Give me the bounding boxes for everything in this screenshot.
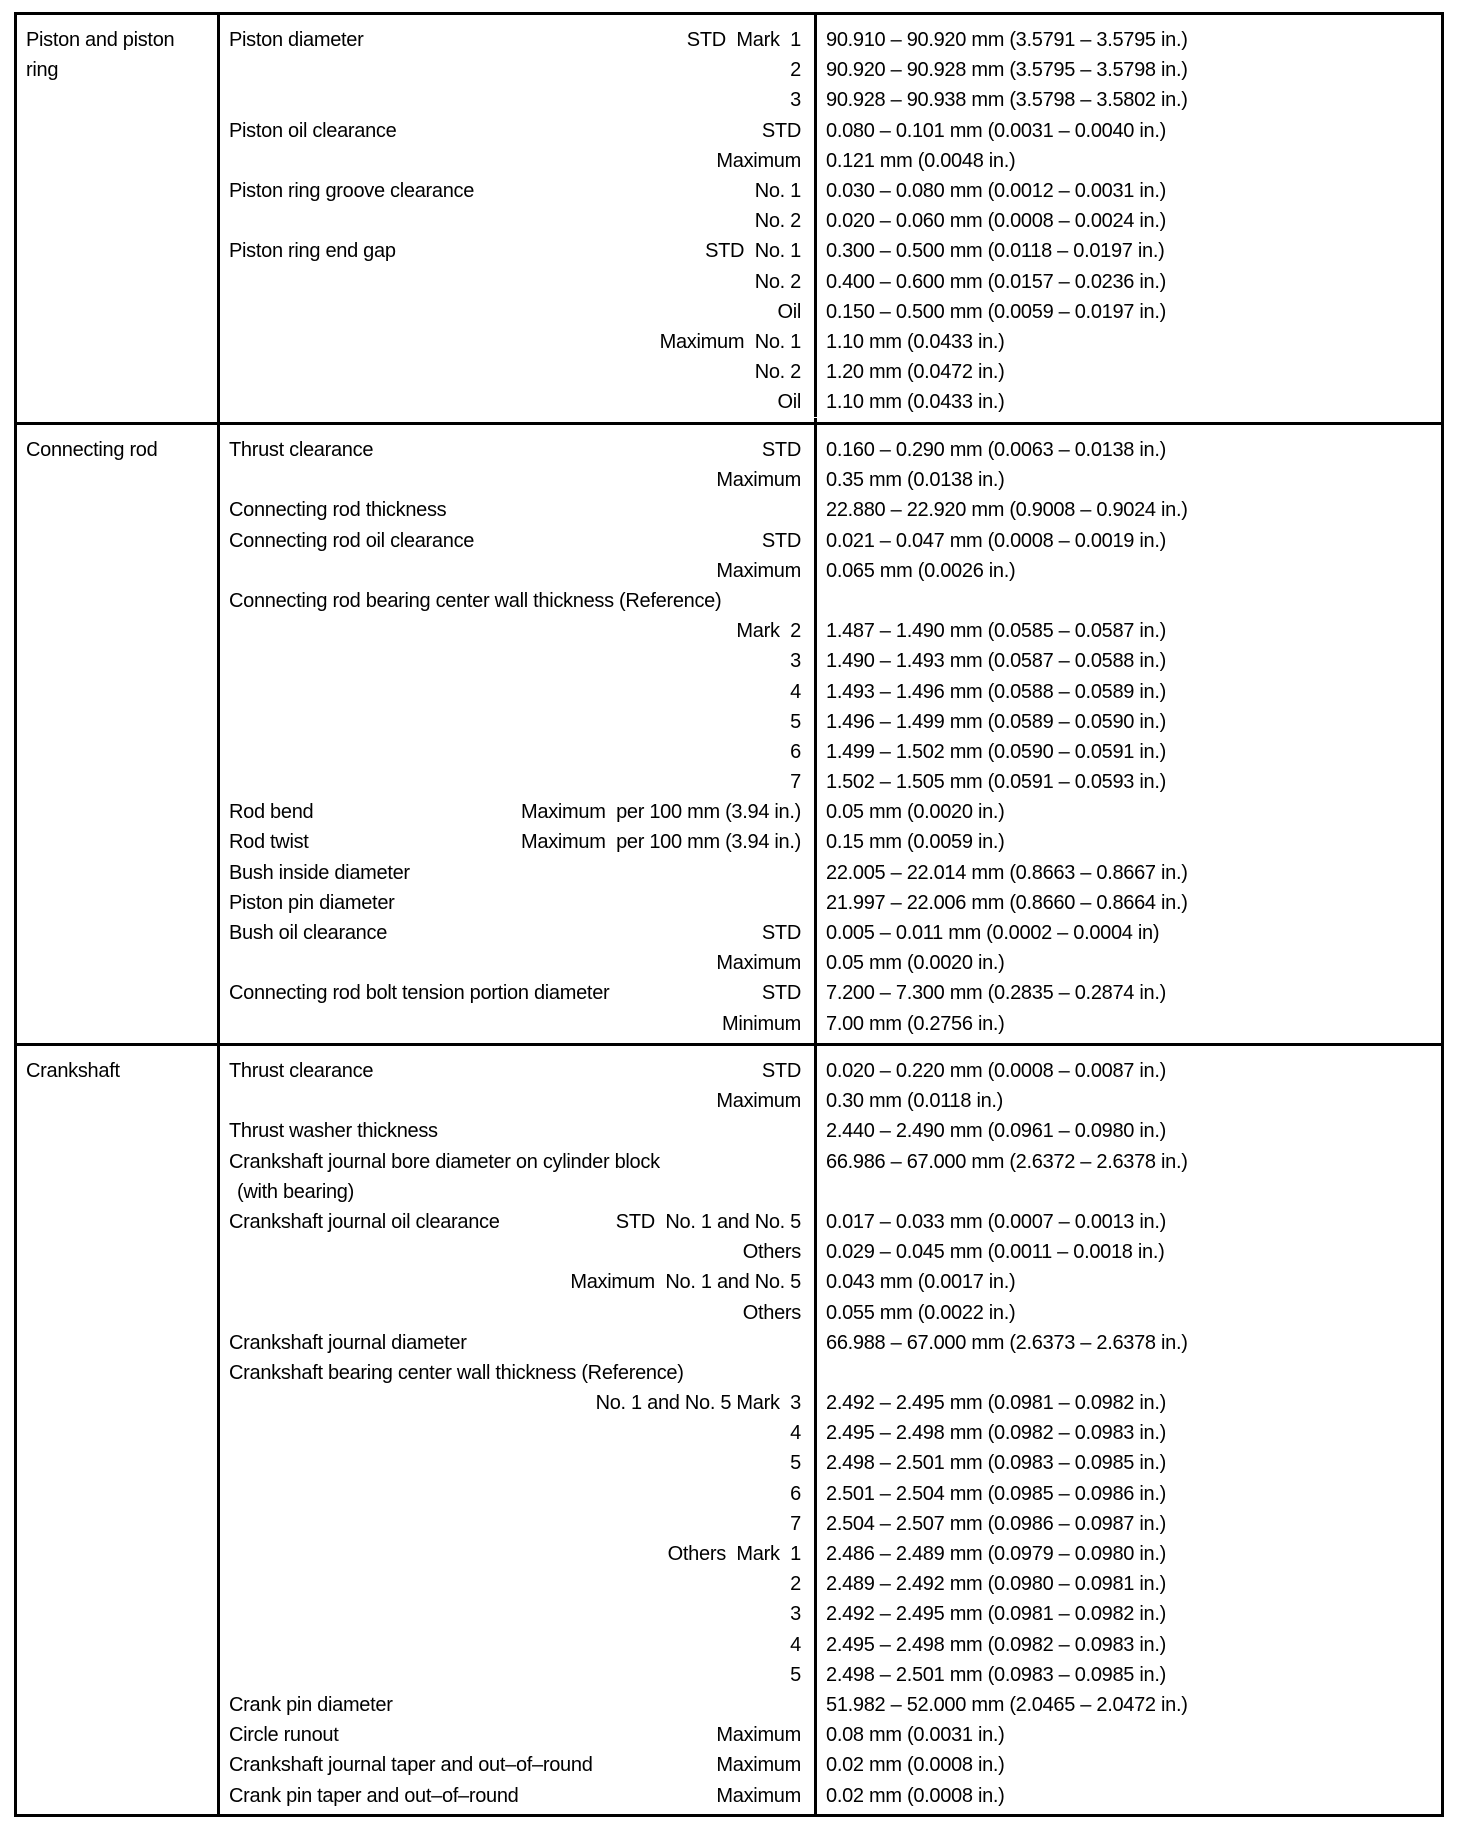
- spec-row: [220, 948, 1441, 978]
- spec-value: 2.501 – 2.504 mm (0.0985 – 0.0986 in.): [826, 1482, 1166, 1505]
- spec-rows: [220, 1046, 1441, 1814]
- spec-value: 0.05 mm (0.0020 in.): [826, 952, 1005, 975]
- spec-label: Piston oil clearance: [229, 119, 397, 142]
- spec-label: Connecting rod bolt tension portion diameter: [229, 982, 610, 1005]
- spec-label: Crank pin diameter: [229, 1693, 393, 1716]
- spec-qualifier: 2: [790, 59, 801, 82]
- spec-label: Crankshaft journal oil clearance: [229, 1210, 500, 1233]
- spec-label: Thrust clearance: [229, 1060, 374, 1082]
- spec-item-cell: [220, 1237, 817, 1267]
- spec-row: [220, 556, 1441, 586]
- spec-value: 2.440 – 2.490 mm (0.0961 – 0.0980 in.): [826, 1120, 1166, 1143]
- spec-row: [220, 25, 1441, 55]
- spec-qualifier: No. 2: [754, 270, 801, 293]
- spec-value: 0.05 mm (0.0020 in.): [826, 801, 1005, 824]
- spec-row: [220, 1147, 1441, 1177]
- spec-label: Piston pin diameter: [229, 891, 395, 914]
- spec-qualifier: Maximum: [716, 149, 801, 172]
- spec-label: Thrust clearance: [229, 439, 374, 461]
- spec-value: 0.02 mm (0.0008 in.): [826, 1784, 1005, 1807]
- spec-row: [220, 707, 1441, 737]
- spec-label: Rod bend: [229, 801, 314, 824]
- spec-item-cell: [220, 85, 817, 115]
- spec-qualifier: 5: [790, 1452, 801, 1475]
- spec-item-cell: [220, 978, 817, 1008]
- spec-item-cell: [220, 1448, 817, 1478]
- spec-qualifier: 6: [790, 1482, 801, 1505]
- spec-qualifier: 7: [790, 771, 801, 794]
- spec-value: 2.489 – 2.492 mm (0.0980 – 0.0981 in.): [826, 1573, 1166, 1596]
- spec-qualifier: STD No. 1: [705, 240, 801, 263]
- spec-item-cell: [220, 55, 817, 85]
- spec-qualifier: Others: [742, 1241, 801, 1264]
- spec-qualifier: Oil: [777, 391, 801, 414]
- spec-rows: [220, 425, 1441, 1043]
- spec-qualifier: Others Mark 1: [667, 1543, 801, 1565]
- spec-item-cell: [220, 827, 817, 857]
- spec-value: [817, 1177, 826, 1207]
- spec-value: 1.499 – 1.502 mm (0.0590 – 0.0591 in.): [826, 740, 1166, 763]
- spec-value: 1.490 – 1.493 mm (0.0587 – 0.0588 in.): [826, 650, 1166, 673]
- spec-item-cell: [220, 616, 817, 646]
- spec-item-cell: [220, 1177, 817, 1207]
- section-crankshaft: [17, 1043, 1441, 1814]
- spec-label: Bush oil clearance: [229, 922, 388, 944]
- spec-value: 21.997 – 22.006 mm (0.8660 – 0.8664 in.): [826, 891, 1188, 914]
- spec-label: Piston ring groove clearance: [229, 179, 475, 202]
- spec-item-cell: [220, 1358, 817, 1388]
- spec-row: [220, 1539, 1441, 1569]
- spec-value: 2.492 – 2.495 mm (0.0981 – 0.0982 in.): [826, 1392, 1166, 1415]
- spec-qualifier: Maximum: [716, 952, 801, 975]
- spec-label: Piston diameter: [229, 29, 364, 51]
- spec-label: Crankshaft journal diameter: [229, 1331, 467, 1354]
- spec-row: [220, 797, 1441, 827]
- spec-row: [220, 1509, 1441, 1539]
- spec-item-cell: [220, 1630, 817, 1660]
- spec-qualifier: Mark 2: [736, 620, 801, 643]
- spec-label: Bush inside diameter: [229, 861, 410, 884]
- spec-row: [220, 1298, 1441, 1328]
- spec-qualifier: Maximum: [716, 559, 801, 582]
- spec-qualifier: No. 1: [754, 179, 801, 202]
- spec-value: 2.498 – 2.501 mm (0.0983 – 0.0985 in.): [826, 1663, 1166, 1686]
- spec-item-cell: [220, 146, 817, 176]
- spec-row: [220, 1418, 1441, 1448]
- specification-table: [14, 12, 1444, 1817]
- spec-row: [220, 116, 1441, 146]
- spec-label: Connecting rod oil clearance: [229, 529, 475, 552]
- spec-qualifier: STD: [761, 119, 801, 142]
- spec-item-cell: [220, 767, 817, 797]
- spec-row: [220, 646, 1441, 676]
- spec-row: [220, 495, 1441, 525]
- spec-row: [220, 1328, 1441, 1358]
- spec-row: [220, 888, 1441, 918]
- spec-item-cell: [220, 1009, 817, 1039]
- spec-value: 90.928 – 90.938 mm (3.5798 – 3.5802 in.): [826, 89, 1188, 112]
- spec-qualifier: 7: [790, 1512, 801, 1535]
- spec-qualifier: 3: [790, 1603, 801, 1626]
- spec-value: 0.029 – 0.045 mm (0.0011 – 0.0018 in.): [826, 1241, 1165, 1264]
- spec-qualifier: STD: [761, 439, 801, 461]
- spec-item-cell: [220, 1267, 817, 1297]
- spec-label: Circle runout: [229, 1724, 339, 1747]
- spec-value: 0.017 – 0.033 mm (0.0007 – 0.0013 in.): [826, 1210, 1166, 1233]
- section-piston: [17, 15, 1441, 422]
- spec-qualifier: Maximum per 100 mm (3.94 in.): [521, 831, 801, 854]
- spec-item-cell: [220, 116, 817, 146]
- spec-qualifier: STD: [761, 529, 801, 552]
- spec-label: Rod twist: [229, 831, 309, 854]
- spec-qualifier: Maximum No. 1: [659, 330, 801, 353]
- spec-item-cell: [220, 948, 817, 978]
- spec-label: (with bearing): [237, 1180, 354, 1203]
- spec-value: 0.400 – 0.600 mm (0.0157 – 0.0236 in.): [826, 270, 1166, 293]
- spec-label: Crankshaft bearing center wall thickness (Reference): [229, 1361, 684, 1384]
- spec-item-cell: [220, 737, 817, 767]
- spec-item-cell: [220, 1207, 817, 1237]
- spec-item-cell: [220, 236, 817, 266]
- component-name: Crankshaft: [17, 1046, 220, 1814]
- section-connecting-rod: [17, 422, 1441, 1043]
- spec-label: Connecting rod bearing center wall thickness (Reference): [229, 589, 722, 612]
- spec-item-cell: [220, 918, 817, 948]
- spec-qualifier: Oil: [777, 300, 801, 323]
- spec-value: 0.30 mm (0.0118 in.): [826, 1090, 1004, 1113]
- spec-row: [220, 55, 1441, 85]
- spec-value: 0.043 mm (0.0017 in.): [826, 1271, 1016, 1294]
- spec-qualifier: STD No. 1 and No. 5: [615, 1210, 801, 1233]
- spec-item-cell: [220, 1660, 817, 1690]
- spec-row: [220, 1479, 1441, 1509]
- spec-item-cell: [220, 267, 817, 297]
- spec-row: [220, 1388, 1441, 1418]
- spec-qualifier: 2: [790, 1573, 801, 1596]
- spec-row: [220, 1690, 1441, 1720]
- spec-item-cell: [220, 1056, 817, 1086]
- spec-value: 0.300 – 0.500 mm (0.0118 – 0.0197 in.): [826, 240, 1165, 263]
- spec-item-cell: [220, 1690, 817, 1720]
- spec-qualifier: 4: [790, 1422, 801, 1445]
- spec-row: [220, 586, 1441, 616]
- spec-item-cell: [220, 1720, 817, 1750]
- spec-qualifier: Maximum: [716, 1754, 801, 1777]
- spec-value: 22.880 – 22.920 mm (0.9008 – 0.9024 in.): [826, 499, 1188, 522]
- spec-row: [220, 465, 1441, 495]
- spec-item-cell: [220, 858, 817, 888]
- spec-label: Connecting rod thickness: [229, 499, 447, 522]
- spec-row: [220, 1630, 1441, 1660]
- component-name: Connecting rod: [17, 425, 220, 1043]
- spec-item-cell: [220, 1388, 817, 1418]
- spec-item-cell: [220, 1750, 817, 1780]
- spec-value: 0.065 mm (0.0026 in.): [826, 559, 1016, 582]
- spec-row: [220, 435, 1441, 465]
- spec-row: [220, 1720, 1441, 1750]
- spec-row: [220, 1116, 1441, 1146]
- spec-value: 0.160 – 0.290 mm (0.0063 – 0.0138 in.): [826, 439, 1166, 461]
- spec-value: 66.988 – 67.000 mm (2.6373 – 2.6378 in.): [826, 1331, 1188, 1354]
- spec-row: [220, 616, 1441, 646]
- spec-value: 51.982 – 52.000 mm (2.0465 – 2.0472 in.): [826, 1693, 1188, 1716]
- spec-label: Crank pin taper and out–of–round: [229, 1784, 519, 1807]
- spec-qualifier: 4: [790, 1633, 801, 1656]
- spec-row: [220, 1056, 1441, 1086]
- spec-label: Thrust washer thickness: [229, 1120, 438, 1143]
- spec-value: 1.493 – 1.496 mm (0.0588 – 0.0589 in.): [826, 680, 1166, 703]
- spec-value: 0.35 mm (0.0138 in.): [826, 469, 1005, 492]
- spec-item-cell: [220, 176, 817, 206]
- spec-value: 0.150 – 0.500 mm (0.0059 – 0.0197 in.): [826, 300, 1166, 323]
- spec-item-cell: [220, 25, 817, 55]
- spec-row: [220, 526, 1441, 556]
- spec-row: [220, 176, 1441, 206]
- spec-item-cell: [220, 526, 817, 556]
- spec-row: [220, 327, 1441, 357]
- spec-row: [220, 1009, 1441, 1039]
- spec-value: 1.487 – 1.490 mm (0.0585 – 0.0587 in.): [826, 620, 1166, 643]
- spec-value: 2.504 – 2.507 mm (0.0986 – 0.0987 in.): [826, 1512, 1166, 1535]
- spec-value: 2.495 – 2.498 mm (0.0982 – 0.0983 in.): [826, 1633, 1166, 1656]
- spec-item-cell: [220, 677, 817, 707]
- spec-item-cell: [220, 1479, 817, 1509]
- spec-qualifier: Maximum No. 1 and No. 5: [570, 1271, 801, 1294]
- spec-row: [220, 1237, 1441, 1267]
- spec-qualifier: 3: [790, 89, 801, 112]
- spec-value: 2.486 – 2.489 mm (0.0979 – 0.0980 in.): [826, 1543, 1166, 1565]
- spec-row: [220, 858, 1441, 888]
- spec-qualifier: Maximum: [716, 469, 801, 492]
- spec-item-cell: [220, 888, 817, 918]
- spec-value: 1.20 mm (0.0472 in.): [826, 361, 1005, 384]
- spec-item-cell: [220, 297, 817, 327]
- spec-item-cell: [220, 1539, 817, 1569]
- spec-qualifier: 3: [790, 650, 801, 673]
- spec-qualifier: Minimum: [721, 1012, 801, 1035]
- spec-label: Crankshaft journal bore diameter on cylinder block: [229, 1150, 660, 1173]
- spec-qualifier: STD Mark 1: [686, 29, 801, 51]
- spec-qualifier: Maximum: [716, 1090, 801, 1113]
- component-name: Piston and piston ring: [17, 15, 220, 422]
- spec-value: [817, 1358, 826, 1388]
- spec-label: Crankshaft journal taper and out–of–round: [229, 1754, 593, 1777]
- spec-qualifier: STD: [761, 922, 801, 944]
- spec-qualifier: STD: [761, 1060, 801, 1082]
- spec-value: 90.920 – 90.928 mm (3.5795 – 3.5798 in.): [826, 59, 1188, 82]
- spec-row: [220, 236, 1441, 266]
- spec-item-cell: [220, 1328, 817, 1358]
- spec-value: 0.020 – 0.220 mm (0.0008 – 0.0087 in.): [826, 1060, 1166, 1082]
- spec-value: 0.020 – 0.060 mm (0.0008 – 0.0024 in.): [826, 210, 1166, 233]
- spec-row: [220, 1569, 1441, 1599]
- spec-value: 0.021 – 0.047 mm (0.0008 – 0.0019 in.): [826, 529, 1166, 552]
- spec-item-cell: [220, 556, 817, 586]
- spec-value: 2.495 – 2.498 mm (0.0982 – 0.0983 in.): [826, 1422, 1166, 1445]
- spec-value: 0.02 mm (0.0008 in.): [826, 1754, 1005, 1777]
- spec-row: [220, 206, 1441, 236]
- spec-qualifier: 5: [790, 710, 801, 733]
- spec-value: [817, 586, 826, 616]
- spec-item-cell: [220, 1509, 817, 1539]
- spec-row: [220, 85, 1441, 115]
- spec-row: [220, 1267, 1441, 1297]
- spec-qualifier: 5: [790, 1663, 801, 1686]
- spec-rows: [220, 15, 1441, 422]
- spec-row: [220, 357, 1441, 387]
- spec-row: [220, 387, 1441, 417]
- spec-item-cell: [220, 1116, 817, 1146]
- spec-item-cell: [220, 707, 817, 737]
- spec-value: 66.986 – 67.000 mm (2.6372 – 2.6378 in.): [826, 1150, 1188, 1173]
- spec-row: [220, 767, 1441, 797]
- spec-value: 2.498 – 2.501 mm (0.0983 – 0.0985 in.): [826, 1452, 1166, 1475]
- spec-value: 1.502 – 1.505 mm (0.0591 – 0.0593 in.): [826, 771, 1166, 794]
- spec-qualifier: No. 2: [754, 361, 801, 384]
- spec-value: 1.10 mm (0.0433 in.): [826, 330, 1005, 353]
- spec-item-cell: [220, 1599, 817, 1629]
- spec-item-cell: [220, 586, 817, 616]
- spec-item-cell: [220, 327, 817, 357]
- spec-value: 1.10 mm (0.0433 in.): [826, 391, 1005, 414]
- spec-value: 90.910 – 90.920 mm (3.5791 – 3.5795 in.): [826, 29, 1188, 51]
- spec-row: [220, 1448, 1441, 1478]
- spec-row: [220, 827, 1441, 857]
- spec-qualifier: Maximum: [716, 1724, 801, 1747]
- spec-row: [220, 1086, 1441, 1116]
- spec-label: Piston ring end gap: [229, 240, 396, 263]
- spec-value: 0.005 – 0.011 mm (0.0002 – 0.0004 in): [826, 922, 1160, 944]
- spec-value: 22.005 – 22.014 mm (0.8663 – 0.8667 in.): [826, 861, 1188, 884]
- spec-row: [220, 1207, 1441, 1237]
- spec-item-cell: [220, 797, 817, 827]
- spec-row: [220, 978, 1441, 1008]
- spec-row: [220, 918, 1441, 948]
- spec-row: [220, 1358, 1441, 1388]
- spec-item-cell: [220, 387, 817, 417]
- spec-row: [220, 267, 1441, 297]
- spec-row: [220, 1177, 1441, 1207]
- spec-item-cell: [220, 495, 817, 525]
- spec-row: [220, 737, 1441, 767]
- spec-qualifier: Others: [742, 1301, 801, 1324]
- spec-item-cell: [220, 465, 817, 495]
- spec-row: [220, 1781, 1441, 1811]
- spec-value: 0.030 – 0.080 mm (0.0012 – 0.0031 in.): [826, 179, 1166, 202]
- spec-item-cell: [220, 646, 817, 676]
- spec-row: [220, 297, 1441, 327]
- spec-value: 0.080 – 0.101 mm (0.0031 – 0.0040 in.): [826, 119, 1166, 142]
- spec-value: 0.08 mm (0.0031 in.): [826, 1724, 1005, 1747]
- spec-qualifier: Maximum per 100 mm (3.94 in.): [521, 801, 801, 824]
- spec-value: 0.055 mm (0.0022 in.): [826, 1301, 1016, 1324]
- spec-item-cell: [220, 1298, 817, 1328]
- spec-value: 7.200 – 7.300 mm (0.2835 – 0.2874 in.): [826, 982, 1166, 1005]
- spec-qualifier: 6: [790, 740, 801, 763]
- spec-row: [220, 1599, 1441, 1629]
- spec-qualifier: No. 2: [754, 210, 801, 233]
- spec-item-cell: [220, 1781, 817, 1811]
- spec-row: [220, 1660, 1441, 1690]
- spec-row: [220, 146, 1441, 176]
- spec-qualifier: Maximum: [716, 1784, 801, 1807]
- spec-qualifier: STD: [761, 982, 801, 1005]
- spec-value: 1.496 – 1.499 mm (0.0589 – 0.0590 in.): [826, 710, 1166, 733]
- spec-item-cell: [220, 206, 817, 236]
- spec-qualifier: No. 1 and No. 5 Mark 3: [595, 1392, 801, 1415]
- spec-item-cell: [220, 1569, 817, 1599]
- spec-value: 0.15 mm (0.0059 in.): [826, 831, 1005, 854]
- spec-row: [220, 677, 1441, 707]
- spec-item-cell: [220, 1147, 817, 1177]
- spec-qualifier: 4: [790, 680, 801, 703]
- spec-value: 2.492 – 2.495 mm (0.0981 – 0.0982 in.): [826, 1603, 1166, 1626]
- spec-value: 7.00 mm (0.2756 in.): [826, 1012, 1005, 1035]
- spec-item-cell: [220, 1418, 817, 1448]
- spec-item-cell: [220, 1086, 817, 1116]
- spec-item-cell: [220, 357, 817, 387]
- spec-item-cell: [220, 435, 817, 465]
- spec-value: 0.121 mm (0.0048 in.): [826, 149, 1016, 172]
- spec-row: [220, 1750, 1441, 1780]
